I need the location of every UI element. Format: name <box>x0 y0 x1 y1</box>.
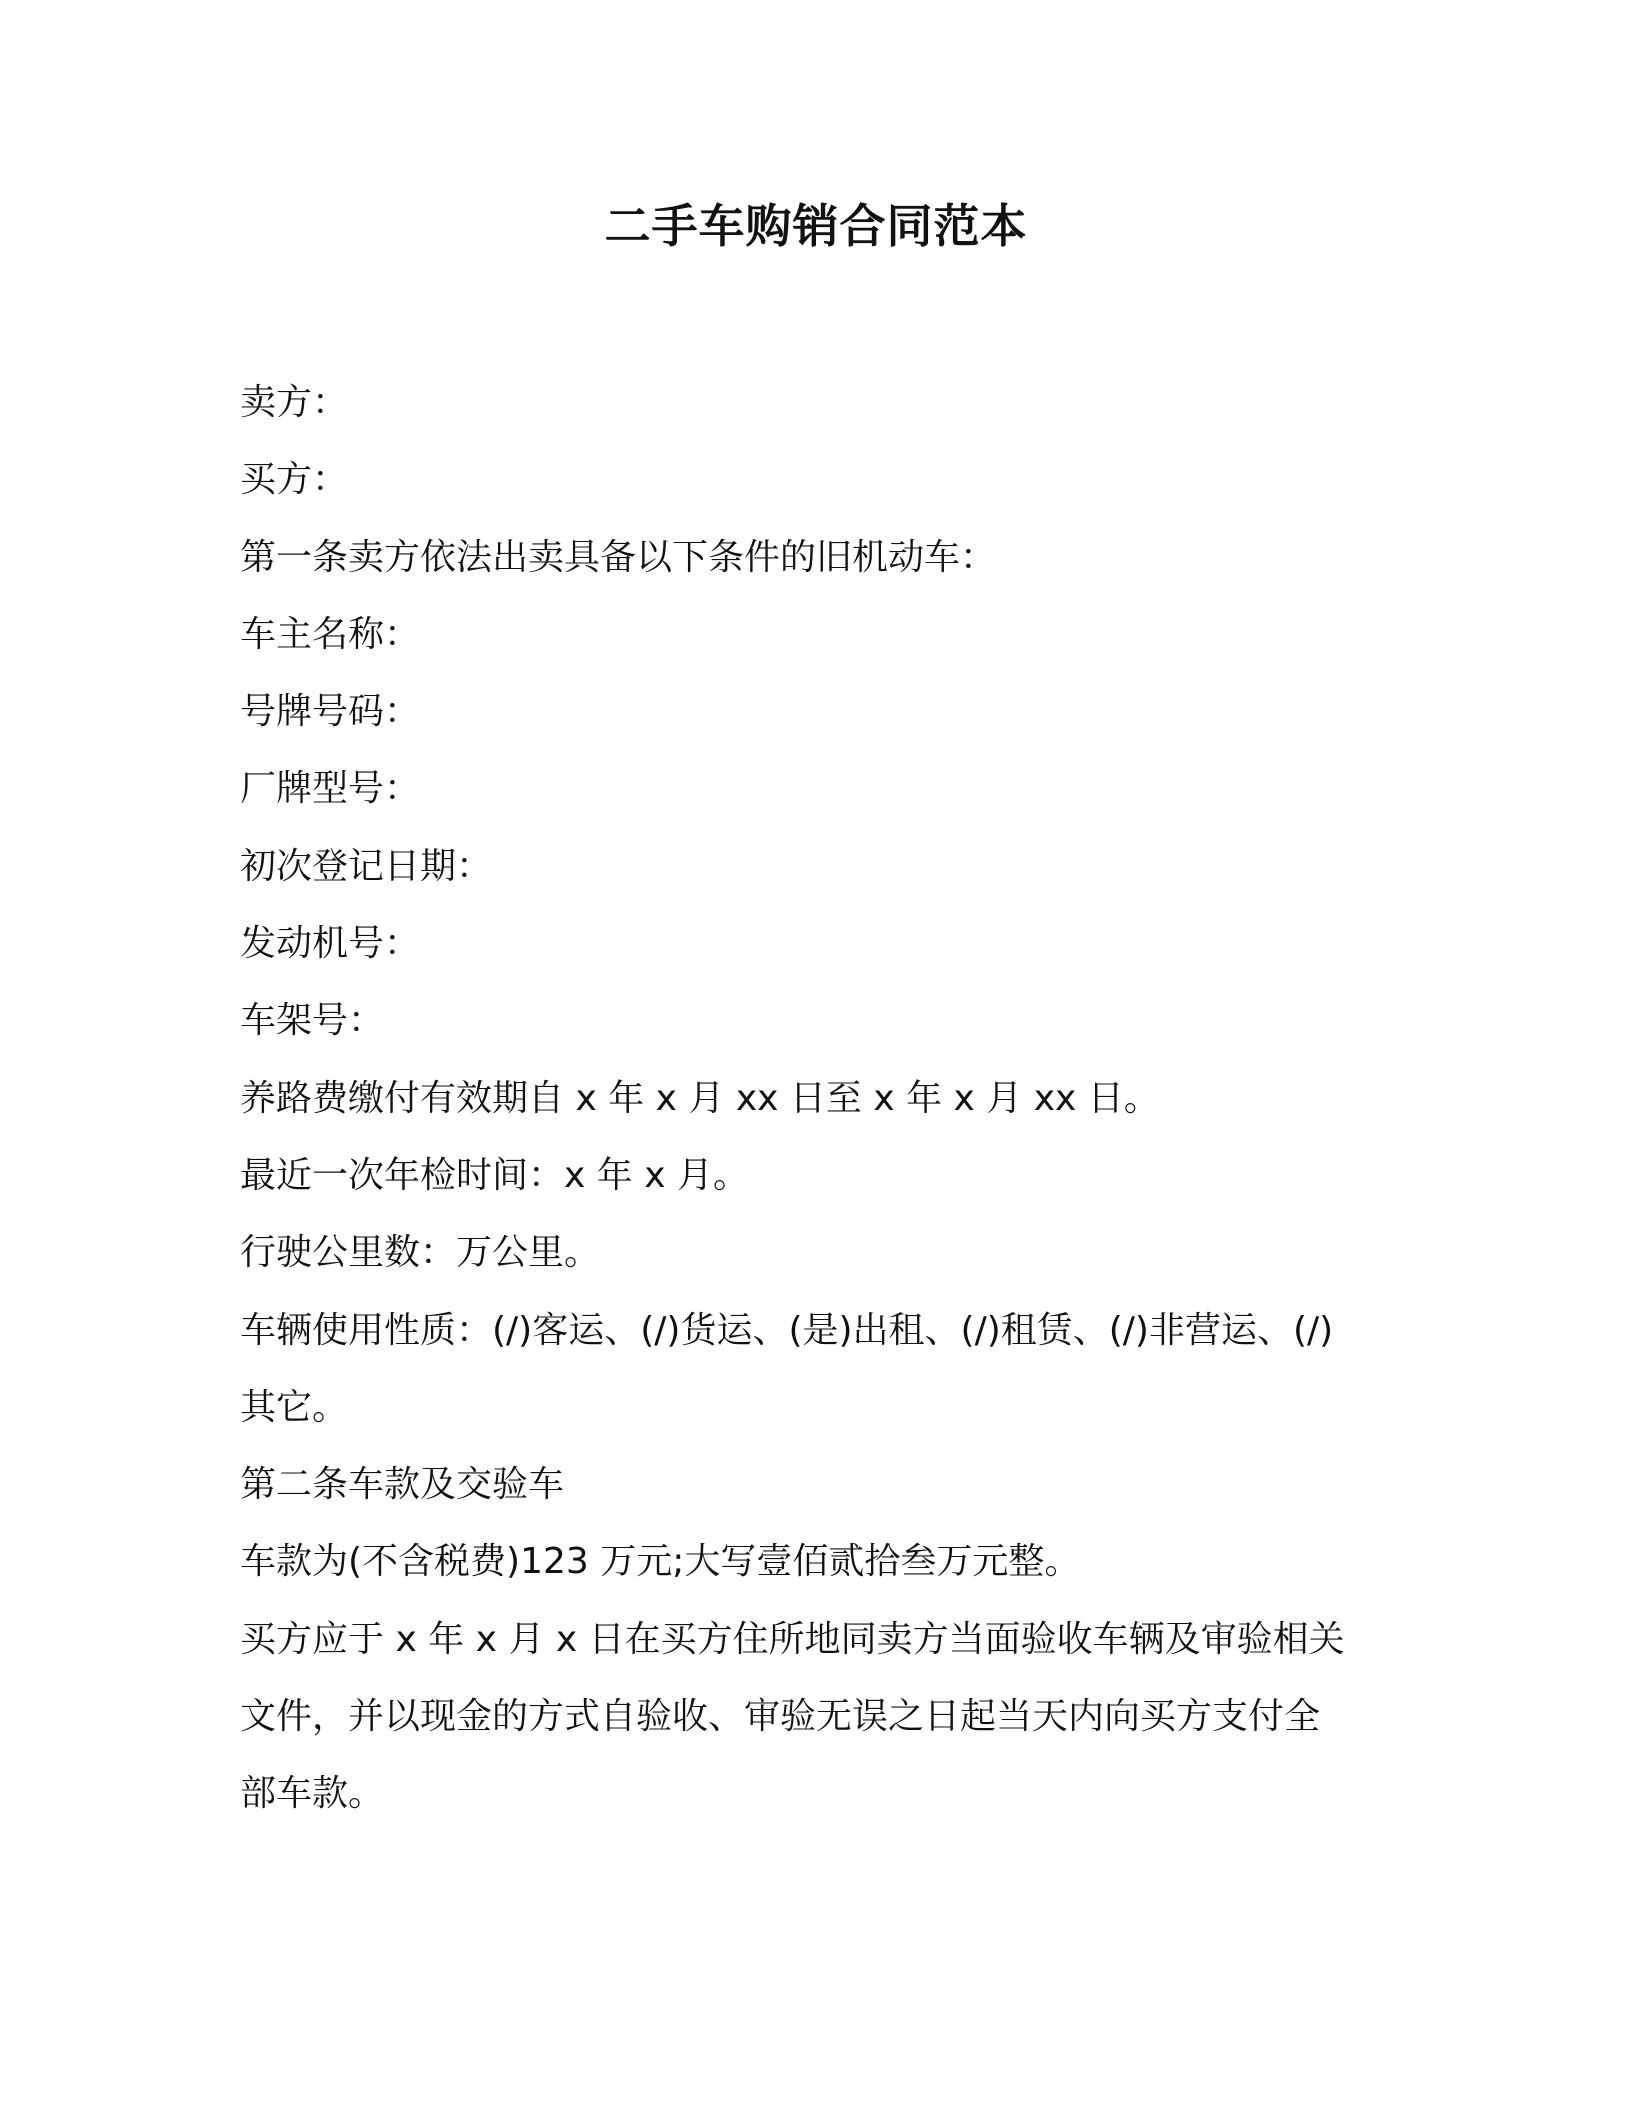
price-line: 车款为(不含税费)123 万元;大写壹佰贰拾叁万元整。 <box>240 1541 1081 1583</box>
document-title: 二手车购销合同范本 <box>604 199 1028 253</box>
buyer-line: 买方： <box>240 459 349 501</box>
mileage-line: 行驶公里数：万公里。 <box>240 1232 601 1274</box>
engine-number-line: 发动机号： <box>240 923 421 965</box>
brand-model-line: 厂牌型号： <box>240 768 421 810</box>
inspection-paragraph-line-3: 部车款。 <box>240 1773 385 1815</box>
seller-line: 卖方： <box>240 382 349 423</box>
annual-inspection-line: 最近一次年检时间：x 年 x 月。 <box>240 1154 749 1196</box>
vehicle-usage-line-continued: 其它。 <box>240 1386 349 1428</box>
plate-number-line: 号牌号码： <box>240 691 421 733</box>
inspection-paragraph-line-2: 文件，并以现金的方式自验收、审验无误之日起当天内向买方支付全 <box>240 1696 1321 1738</box>
document-body <box>240 364 1380 1833</box>
owner-name-line: 车主名称： <box>240 613 421 655</box>
inspection-paragraph-line-1: 买方应于 x 年 x 月 x 日在买方住所地同卖方当面验收车辆及审验相关 <box>240 1618 1345 1660</box>
article-one-heading: 第一条卖方依法出卖具备以下条件的旧机动车： <box>240 536 997 578</box>
road-fee-validity-line: 养路费缴付有效期自 x 年 x 月 xx 日至 x 年 x 月 xx 日。 <box>240 1077 1160 1119</box>
vehicle-usage-line: 车辆使用性质：(/)客运、(/)货运、(是)出租、(/)租赁、(/)非营运、(/) <box>240 1309 1334 1351</box>
frame-number-line: 车架号： <box>240 1000 385 1042</box>
first-registration-date-line: 初次登记日期： <box>240 845 493 887</box>
article-two-heading: 第二条车款及交验车 <box>240 1464 565 1506</box>
